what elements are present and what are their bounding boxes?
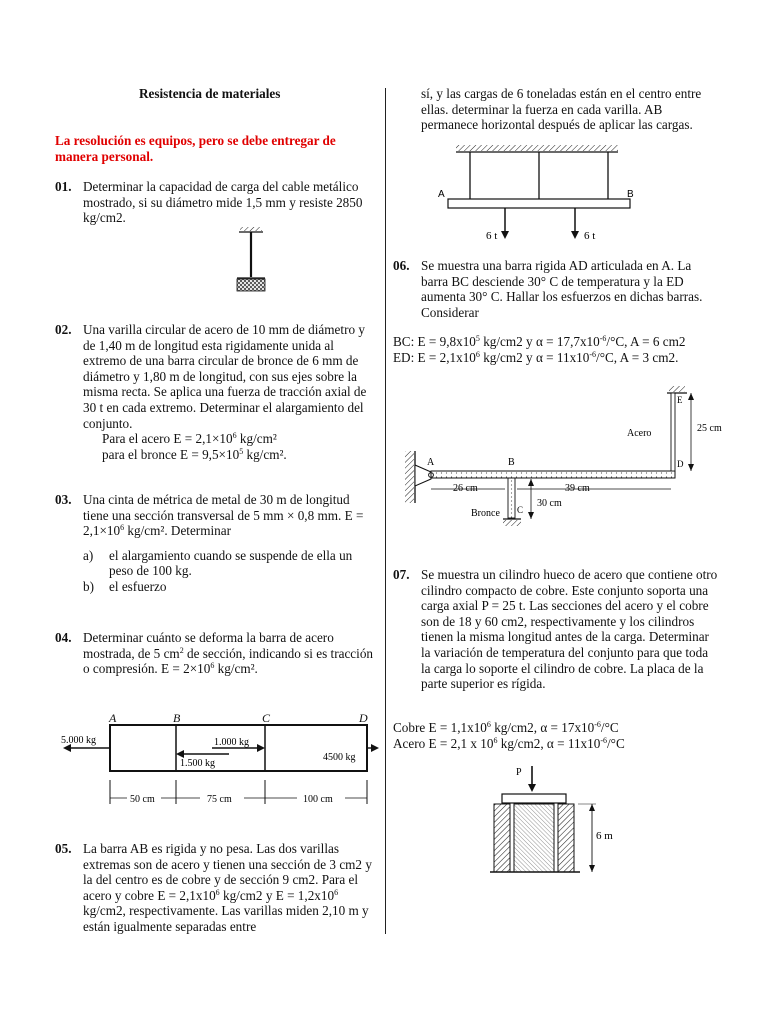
rod-bc — [508, 478, 515, 518]
label-a: A — [438, 189, 445, 200]
label-e: E — [677, 395, 683, 405]
warning-note: La resolución es equipos, pero se debe entregar de manera personal. — [55, 133, 336, 164]
label-p: P — [516, 767, 522, 778]
label-b: B — [508, 457, 515, 468]
copper-properties: Cobre $E = 1,1x10^6$ kg/cm2, $\alpha = 17x10^{-6}/^\circ C$ — [393, 720, 619, 735]
column-divider — [385, 88, 386, 934]
arrow-right — [257, 744, 265, 752]
list-item: a) el alargamiento cuando se suspende de ella un peso de 100 kg. — [83, 547, 353, 579]
load-1: 6 t — [486, 230, 498, 242]
bronze-modulus: para el bronce $E = 9,5\times 10^5$ kg/cm². — [102, 446, 287, 462]
dim-30: 30 cm — [537, 498, 562, 509]
label-d: D — [677, 459, 684, 469]
bc-properties: BC: $E = 9,8x10^5$ kg/cm2 y $\alpha = 17,7x10^{-6}/^\circ C$, A = 6 cm2 — [393, 334, 686, 349]
steel-modulus: Para el acero $E = 2,1\times 10^6$ kg/cm² — [102, 431, 277, 447]
arrow-left-b — [176, 750, 184, 758]
label-c: C — [517, 505, 524, 515]
load-arrow — [528, 784, 536, 792]
hanging-weight — [237, 279, 265, 291]
floor-support — [503, 520, 521, 526]
force-1000: 1.000 kg — [214, 737, 249, 748]
problem-text: Determinar la capacidad de carga del cable metálico mostrado, si su diámetro mide 1,5 mm y resiste 2850 kg/cm2. — [83, 179, 363, 226]
problem-number: 05. — [55, 841, 72, 856]
problem-text: Se muestra un cilindro hueco de acero que contiene otro cilindro compacto de cobre. Este conjunto soporta una carga axial P = 25 t. Las secciones del acero y el cobre son de 18 y 60 cm2, respectivamente y los cilindros tienen la misma longitud antes de la carga. Determinar la variación de temperatura del conjunto para que toda la carga lo soporte el cilindro de cobre. La placa de la parte superior es rígida. — [421, 567, 718, 692]
problem-text: Una cinta de métrica de metal de 30 m de longitud tiene una sección transversal de 5 mm × 0,8 mm. $E = 2,1\times 10^6$ kg/cm². Determinar — [83, 492, 364, 539]
problem-06 — [393, 258, 718, 320]
figure-rigid-bar — [438, 143, 638, 243]
problem-text: La barra AB es rigida y no pesa. Las dos varillas extremas son de acero y tienen una sección de 3 cm2 y la del centro es de cobre y de sección 9 cm2. Para el acero y cobre $E = 2,1x10^6$ kg/cm2 y $E = 1,2x10^6$ kg/cm2, respectivamente. Las varillas miden 2,10 m y están igualmente separadas entre — [83, 841, 372, 934]
problem-07 — [393, 567, 718, 692]
articulated-bar-diagram — [405, 383, 735, 539]
dim-26: 26 cm — [453, 483, 478, 494]
problem-05-continued: sí, y las cargas de 6 toneladas están en el centro entre ellas. determinar la fuerza en cada varilla. AB permanece horizontal después de aplicar las cargas. — [421, 86, 702, 133]
problem-number: 02. — [55, 322, 72, 337]
problem-03 — [55, 492, 375, 595]
problem-number: 01. — [55, 179, 72, 194]
list-item: b) el esfuerzo — [83, 578, 167, 594]
point-d-label: D — [359, 711, 368, 725]
force-5000: 5.000 kg — [61, 735, 96, 746]
cylinders-diagram — [490, 764, 630, 880]
force-1500: 1.500 kg — [180, 758, 215, 769]
rigid-bar-diagram — [438, 143, 638, 243]
stepped-bar-diagram — [57, 708, 379, 812]
problem-02 — [55, 322, 377, 462]
bar-ab — [448, 199, 630, 208]
ceiling-support — [240, 227, 262, 231]
dim-6m: 6 m — [596, 830, 613, 842]
figure-cable — [233, 225, 269, 295]
copper-core — [514, 804, 554, 872]
ceiling-support — [669, 386, 685, 392]
dim-75: 75 cm — [207, 794, 232, 805]
rigid-plate — [502, 794, 566, 803]
page-title: Resistencia de materiales — [139, 86, 281, 101]
problem-number: 07. — [393, 567, 410, 582]
problem-05 — [55, 841, 377, 935]
point-a-label: A — [109, 711, 117, 725]
ed-properties: ED: $E = 2,1x10^6$ kg/cm2 y $\alpha = 11x10^{-6}/^\circ C$, A = 3 cm2. — [393, 350, 679, 365]
figure-stepped-bar — [57, 708, 379, 812]
cable-diagram — [233, 225, 269, 295]
problem-number: 04. — [55, 630, 72, 645]
steel-properties: Acero E = 2,1 x $10^6$ kg/cm2, $\alpha = 11x10^{-6}/^\circ C$ — [393, 736, 625, 751]
problem-text: Se muestra una barra rigida AD articulada en A. La barra BC desciende 30° C de temperatura y la ED aumenta 30° C. Hallar los esfuerzos en dichas barras. Considerar — [421, 258, 703, 320]
arrow-right-d — [371, 744, 379, 752]
point-c-label: C — [262, 711, 271, 725]
point-b-label: B — [173, 711, 181, 725]
steel-wall-left — [494, 804, 510, 872]
wall-support — [405, 451, 414, 503]
label-b: B — [627, 189, 634, 200]
problem-text: Determinar cuánto se deforma la barra de acero mostrada, de 5 $cm^2$ de sección, indicando si es tracción o compresión. $E = 2\times 10^6$ kg/cm². — [83, 630, 374, 677]
ceiling-support — [456, 145, 618, 151]
dim-39: 39 cm — [565, 483, 590, 494]
load-arrow-1 — [501, 231, 509, 239]
problem-01 — [55, 179, 375, 226]
label-bronce: Bronce — [471, 508, 500, 519]
problem-04 — [55, 630, 375, 677]
problem-number: 03. — [55, 492, 72, 507]
figure-cylinders — [490, 764, 630, 880]
problem-text: Una varilla circular de acero de 10 mm de diámetro y de 1,40 m de longitud esta rigidamente unida al extremo de una barra circular de bronce de 6 mm de diámetro y 1,80 m de longitud, con sus ejes sobre la misma recta. Se aplica una fuerza de tracción axial de 30 t en cada extremo. Determinar el alargamiento del conjunto. — [83, 322, 367, 431]
figure-articulated-bar — [405, 383, 735, 539]
rod-ed — [671, 393, 675, 471]
load-2: 6 t — [584, 230, 596, 242]
dim-25: 25 cm — [697, 423, 722, 434]
dim-50: 50 cm — [130, 794, 155, 805]
rigid-bar-ad — [431, 471, 675, 478]
steel-wall-right — [558, 804, 574, 872]
dim-100: 100 cm — [303, 794, 333, 805]
label-a: A — [427, 457, 435, 468]
label-acero: Acero — [627, 428, 652, 439]
load-arrow-2 — [571, 231, 579, 239]
force-4500: 4500 kg — [323, 752, 356, 763]
problem-number: 06. — [393, 258, 410, 273]
